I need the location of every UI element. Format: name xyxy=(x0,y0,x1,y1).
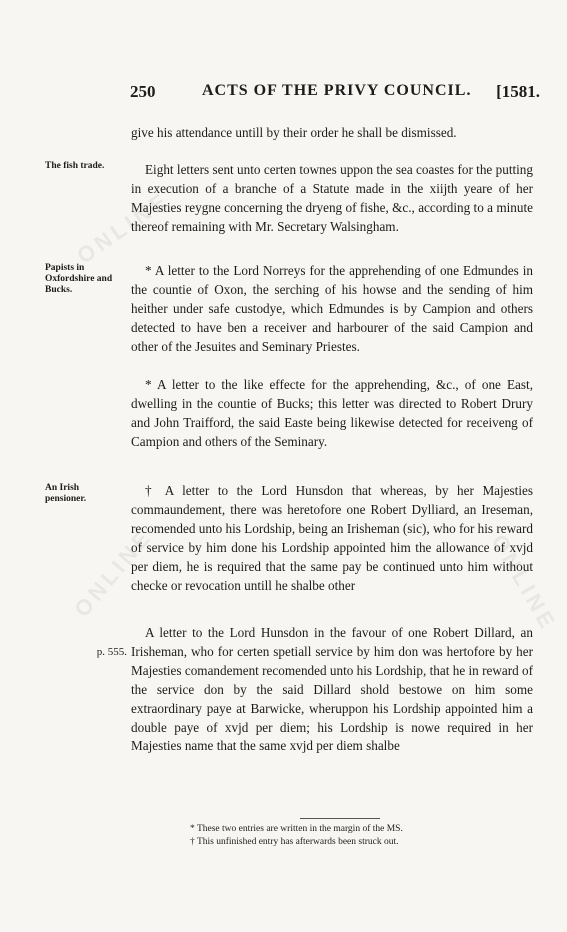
year-marker: [1581. xyxy=(496,82,540,101)
paragraph-bucks-letter: * A letter to the like effecte for the apprehending, &c., of one East, dwelling in the countie of Bucks; this letter was directed to Robert Drury and John Traifford, the said Easte being likewise detected for receiveng of Campion and others of the Seminary. xyxy=(131,377,533,449)
running-title: ACTS OF THE PRIVY COUNCIL. xyxy=(202,82,472,99)
paragraph-fish-trade: Eight letters sent unto certen townes uppon the sea coastes for the putting in execution of a branche of a Statute made in the xiijth yeare of her Majesties reygne concerning the dryeng of fishe, &c., according to a minute thereof remaining with Mr. Secretary Walsingham. xyxy=(131,162,533,234)
watermark-decoration: ONLINE xyxy=(486,530,562,636)
margin-page-reference: p. 555. xyxy=(96,646,127,658)
paragraph-hunsdon-letter: A letter to the Lord Hunsdon in the favour of one Robert Dillard, an Irisheman, who for certen spetiall service by him don was hertofore by her Majesties comandement recomended unto his Lordship, that he in reward of the service don by the said Dillard shold bestowe on him some extraordinary paye at Barwicke, wheruppon his Lordship appointed him a double paye of xvjd per diem; his Lordship is nowe required in her Majesties name that the same xvjd per diem shalbe xyxy=(131,625,533,754)
footnote-item: † This unfinished entry has afterwards been struck out. xyxy=(190,837,399,847)
footnote-rule xyxy=(300,818,380,819)
page-number: 250 xyxy=(130,82,156,101)
paragraph-struck-entry: † A letter to the Lord Hunsdon that whereas, by her Majesties commaundement, there was heretofore one Robert Dylliard, an Ireseman, recomended unto his Lordship, being an Irisheman (sic), who for his reward of service by him done his Lordship appointed him the allowance of xvjd per diem, he is required that the same pay be continued unto him without checke or revocation untill he shalbe other xyxy=(131,483,533,593)
footnote-item: * These two entries are written in the margin of the MS. xyxy=(190,824,403,834)
margin-note-fish-trade: The fish trade. xyxy=(45,161,105,171)
footnotes xyxy=(190,818,530,849)
watermark-decoration: ONLINE xyxy=(72,186,175,269)
page-header xyxy=(130,82,540,106)
watermark-decoration: ONLINE xyxy=(69,523,158,622)
margin-note-irish-pensioner: An Irish pensioner. xyxy=(45,483,87,504)
margin-note-papists: Papists in Oxfordshire and Bucks. xyxy=(45,263,113,295)
paragraph-continuation: give his attendance untill by their order he shall be dismissed. xyxy=(131,125,457,140)
paragraph-norreys-letter: * A letter to the Lord Norreys for the apprehending of one Edmundes in the countie of Oxon, the serching of his howse and the sending of him heither under safe custodye, which Edmundes is by Campion and others detected to have ben a receiver and harbourer of the said Campion and other of the Jesuites and Seminary Priestes. xyxy=(131,263,533,354)
